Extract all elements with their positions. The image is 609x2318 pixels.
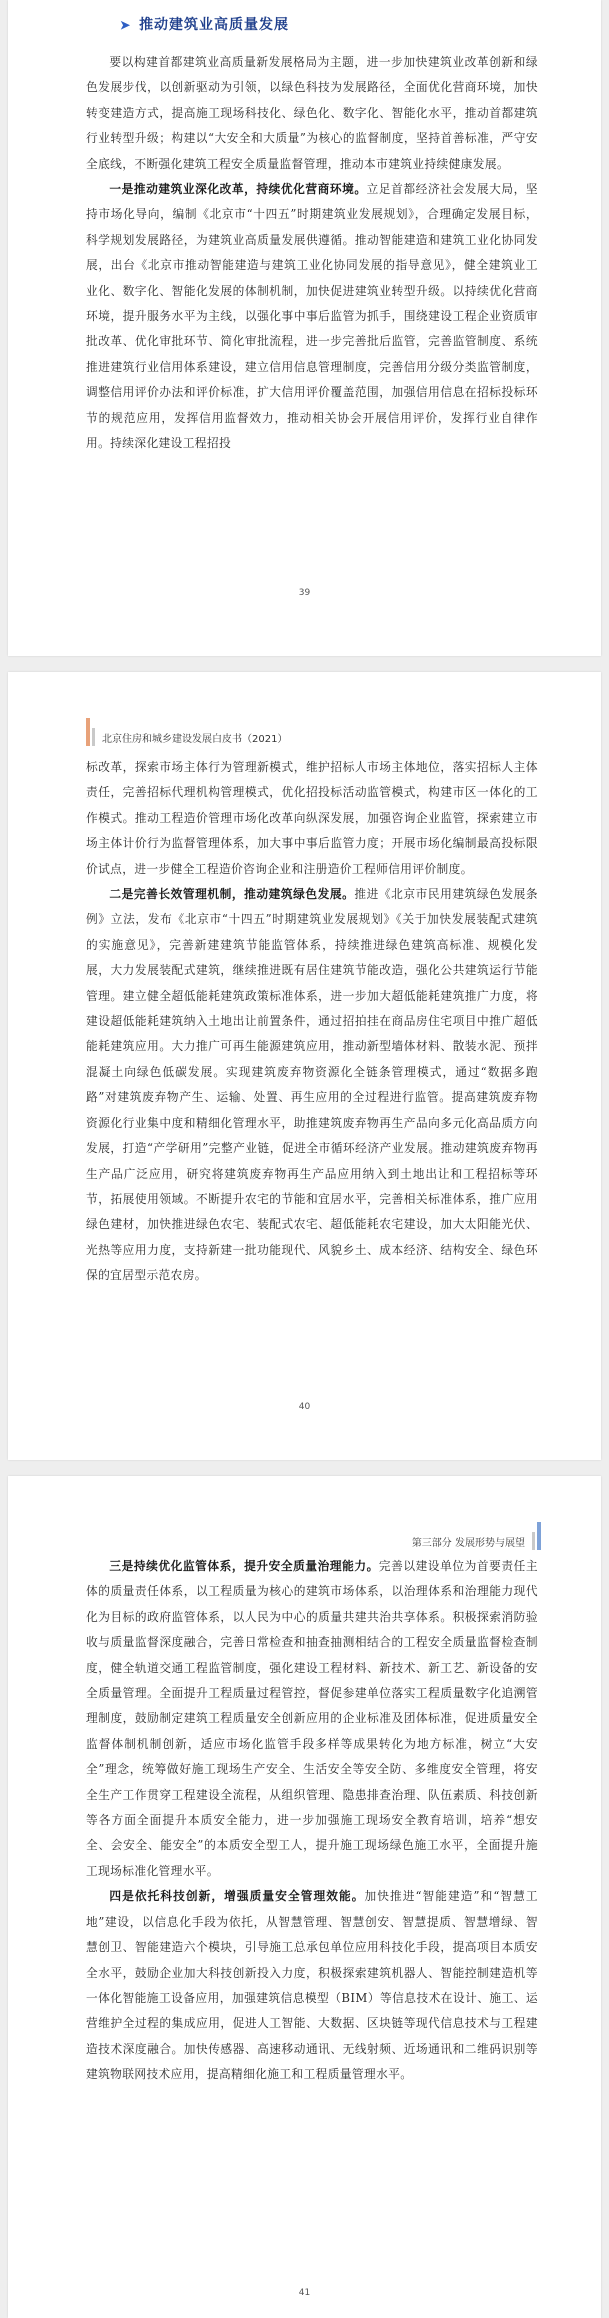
- document-page-39: [8, 0, 601, 656]
- point-1-paragraph: [86, 177, 538, 456]
- running-header-text: 北京住房和城乡建设发展白皮书（2021）: [102, 734, 288, 745]
- section-heading-text: 推动建筑业高质量发展: [139, 17, 290, 33]
- running-header-text: 第三部分 发展形势与展望: [411, 1538, 525, 1549]
- header-color-bars: [531, 1522, 541, 1550]
- point-4-lead: 四是依托科技创新，增强质量安全管理效能。: [109, 1889, 365, 1904]
- point-4-paragraph: [86, 1884, 538, 2087]
- point-2-text: 推进《北京市民用建筑绿色发展条例》立法，发布《北京市“十四五”时期建筑业发展规划》《关于加快发展装配式建筑的实施意见》，完善新建建筑节能监管体系，持续推进绿色建筑高标准、规模化发展，大力发展装配式建筑，继续推进既有居住建筑节能改造，强化公共建筑运行节能管理。建立健全超低能耗建筑政策标准体系，进一步加大超低能耗建筑推广力度，将建设超低能耗建筑纳入土地出让前置条件，通过招拍挂在商品房住宅项目中推广超低能耗建筑应用。大力推广可再生能源建筑应用，推动新型墙体材料、散装水泥、预拌混凝土向绿色低碳发展。实现建筑废弃物资源化全链条管理模式，通过“数据多跑路”对建筑废弃物产生、运输、处置、再生应用的全过程进行监管。提高建筑废弃物资源化行业集中度和精细化管理水平，助推建筑废弃物再生产品向多元化高品质方向发展，打造“产学研用”完整产业链，促进全市循环经济产业发展。推动建筑废弃物再生产品广泛应用，研究将建筑废弃物再生产品应用纳入到土地出让和工程招标等环节，拓展使用领域。不断提升农宅的节能和宜居水平，完善相关标准体系，推广应用绿色建材，加快推进绿色农宅、装配式农宅、超低能耗农宅建设，加大太阳能光伏、光热等应用力度，支持新建一批功能现代、风貌乡土、成本经济、结构安全、绿色环保的宜居型示范农房。: [86, 887, 538, 1283]
- page-number: 39: [298, 588, 311, 598]
- arrow-bullet-icon: ➤: [120, 18, 132, 32]
- page-number: 40: [298, 1402, 311, 1412]
- continued-paragraph: 标改革，探索市场主体行为管理新模式，维护招标人市场主体地位，落实招标人主体责任，完善招标代理机构管理模式，优化招投标活动监管模式，构建市区一体化的工作模式。推动工程造价管理市场化改革向纵深发展，加强咨询企业监管，探索建立市场主体计价行为监督管理体系，加大事中事后监管力度；开展市场化编制最高投标限价试点，进一步健全工程造价咨询企业和注册造价工程师信用评价制度。: [86, 760, 538, 876]
- document-page-41: [8, 1476, 601, 2318]
- point-4-text: 加快推进“智能建造”和“智慧工地”建设，以信息化手段为依托，从智慧管理、智慧创安、智慧提质、智慧增绿、智慧创卫、智能建造六个模块，引导施工总承包单位应用科技化手段，提高项目本质安全水平，鼓励企业加大科技创新投入力度，积极探索建筑机器人、智能控制建造机等一体化智能施工设备应用，加强建筑信息模型（BIM）等信息技术在设计、施工、运营维护全过程的集成应用，促进人工智能、大数据、区块链等现代信息技术与工程建造技术深度融合。加快传感器、高速移动通讯、无线射频、近场通讯和二维码识别等建筑物联网技术应用，提高精细化施工和工程质量管理水平。: [86, 1889, 538, 2082]
- point-2-paragraph: [86, 882, 538, 1289]
- page-40-body: [86, 755, 538, 1289]
- intro-paragraph: 要以构建首都建筑业高质量新发展格局为主题，进一步加快建筑业改革创新和绿色发展步伐，以创新驱动为引领，以绿色科技为发展路径，全面优化营商环境，加快转变建造方式，提高施工现场科技化、绿色化、数字化、智能化水平，推动首都建筑行业转型升级；构建以“大安全和大质量”为核心的监督制度，坚持首善标准，严守安全底线，不断强化建筑工程安全质量监督管理，推动本市建筑业持续健康发展。: [86, 55, 538, 171]
- point-3-paragraph: [86, 1554, 538, 1884]
- point-2-lead: 二是完善长效管理机制，推动建筑绿色发展。: [109, 887, 355, 902]
- point-1-lead: 一是推动建筑业深化改革，持续优化营商环境。: [109, 182, 367, 197]
- document-page-40: [8, 672, 601, 1460]
- page-number: 41: [298, 2288, 311, 2298]
- header-color-bars: [86, 718, 96, 746]
- page-39-body: [86, 50, 538, 457]
- section-heading: [120, 14, 289, 34]
- point-3-text: 完善以建设单位为首要责任主体的质量责任体系，以工程质量为核心的建筑市场体系，以治理体系和治理能力现代化为目标的政府监管体系，以人民为中心的质量共建共治共享体系。积极探索消防验收与质量监督深度融合，完善日常检查和抽查抽测相结合的工程安全质量监督检查制度，健全轨道交通工程监管制度，强化建设工程材料、新技术、新工艺、新设备的安全质量管理。全面提升工程质量过程管控，督促参建单位落实工程质量数字化追溯管理制度，鼓励制定建筑工程质量安全创新应用的企业标准及团体标准，促进质量安全监督体制机制创新，适应市场化监管手段多样等成果转化为地方标准，树立“大安全”理念，统筹做好施工现场生产安全、生活安全等安全防、多维度安全管理，将安全生产工作贯穿工程建设全流程，从组织管理、隐患排查治理、队伍素质、科技创新等各方面全面提升本质安全能力，进一步加强施工现场安全教育培训，培养“想安全、会安全、能安全”的本质安全型工人，提升施工现场绿色施工水平，全面提升施工现场标准化管理水平。: [86, 1559, 538, 1878]
- page-41-body: [86, 1554, 538, 2088]
- point-3-lead: 三是持续优化监管体系，提升安全质量治理能力。: [109, 1559, 379, 1573]
- point-1-text: 立足首都经济社会发展大局，坚持市场化导向，编制《北京市“十四五”时期建筑业发展规划》，合理确定发展目标，科学规划发展路径，为建筑业高质量发展供遵循。推动智能建造和建筑工业化协同发展，出台《北京市推动智能建造与建筑工业化协同发展的指导意见》，健全建筑业工业化、数字化、智能化发展的体制机制，加快促进建筑业转型升级。以持续优化营商环境，提升服务水平为主线，以强化事中事后监管为抓手，围绕建设工程企业资质审批改革、优化审批环节、简化审批流程，进一步完善批后监管，完善监管制度、系统推进建筑行业信用体系建设，建立信用信息管理制度，完善信用分级分类监管制度，调整信用评价办法和评价标准，扩大信用评价覆盖范围，加强信用信息在招标投标环节的规范应用，发挥信用监督效力，推动相关协会开展信用评价，发挥行业自律作用。持续深化建设工程招投: [86, 182, 538, 451]
